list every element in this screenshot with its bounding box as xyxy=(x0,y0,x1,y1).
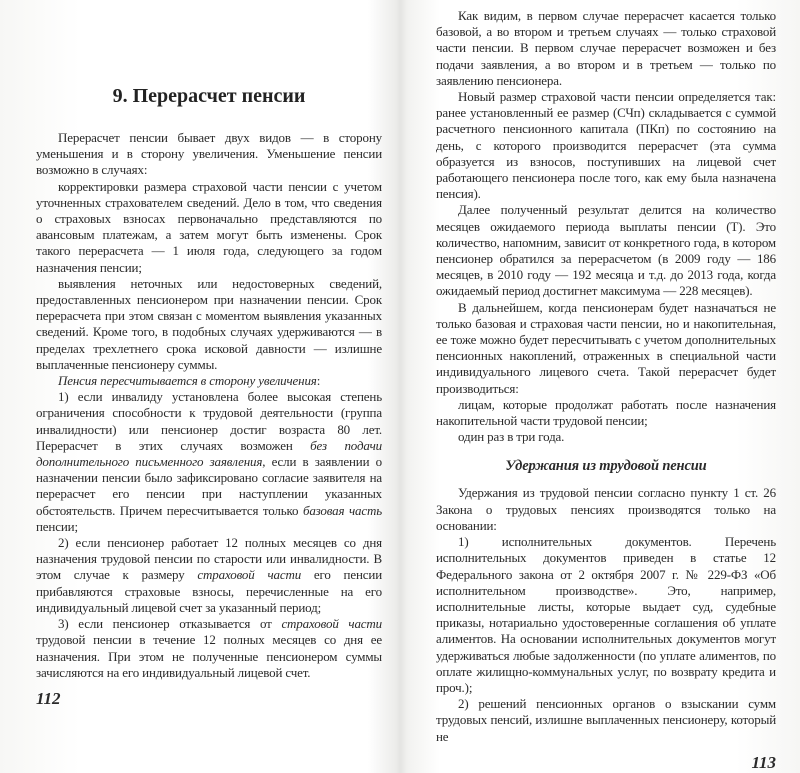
page-number: 113 xyxy=(751,752,776,772)
paragraph xyxy=(436,429,776,445)
text-run: лицам, которые продолжат работать после назначения накопительной части трудовой пенсии; xyxy=(436,396,776,429)
chapter-title: 9. Перерасчет пенсии xyxy=(112,85,306,107)
left-page xyxy=(36,0,382,773)
text-run: 1) исполнительных документов. Перечень исполнительных документов приведен в статье 12 Федерального закона от 2 октября 2007 г. № 229-ФЗ «Об исполнительном производстве». Это, например, исполнительные листы, которые выдает суд, судебные приказы, нотариально удостоверенные соглашения об уплате алиментов. На основании исполнительных документов могут удерживаться любые задолженности (по уплате алиментов, по оплате жилищно-коммунальных услуг, по возврату кредита и проч.); xyxy=(436,534,776,695)
paragraph xyxy=(436,8,776,89)
text-run: Как видим, в первом случае перерасчет касается только базовой, а во втором и третьем случаях — только страховой части пенсии. В первом случае перерасчет возможен и без подачи заявления, а во втором и в третьем — только по заявлению пенсионера. xyxy=(436,8,776,88)
italic-text: страховой части xyxy=(197,567,302,583)
text-run: 2) решений пенсионных органов о взыскании сумм трудовых пенсий, излишне выплаченных пенсионеру, который не xyxy=(436,696,776,744)
left-page-body xyxy=(36,130,382,681)
section-heading xyxy=(436,457,776,475)
paragraph xyxy=(436,300,776,397)
text-run: трудовой пенсии в течение 12 полных месяцев со дня ее назначения. При этом не полученные пенсионером суммы зачисляются на его индивидуальный лицевой счет. xyxy=(36,632,382,680)
italic-text: без подачи дополнительного письменного заявления xyxy=(36,437,382,470)
text-run: его пенсии прибавляются страховые взносы, перечисленные на его индивидуальный лицевой счет за указанный период; xyxy=(36,567,383,615)
paragraph xyxy=(36,276,382,373)
text-run: Перерасчет пенсии бывает двух видов — в сторону уменьшения и в сторону увеличения. Уменьшение пенсии возможно в случаях: xyxy=(36,130,382,178)
paragraph xyxy=(436,202,776,299)
text-run: выявления неточных или недостоверных сведений, предоставленных пенсионером при назначении пенсии. Срок перерасчета при этом связан с моментом выявления указанных сведений. Кроме того, в подобных случаях удерживаются — в пределах трехлетнего срока исковой давности — излишне выплаченные пенсионеру суммы. xyxy=(36,275,382,372)
text-run: В дальнейшем, когда пенсионерам будет назначаться не только базовая и страховая части пенсии, но и накопительная, ее тоже можно будет пересчитывать с учетом дополнительных пенсионных накоплений, отраженных в специальной части индивидуального лицевого счета. Такой перерасчет будет производиться: xyxy=(436,299,776,396)
italic-text: Пенсия пересчитывается в сторону увеличения xyxy=(58,373,317,389)
text-run: 1) если инвалиду установлена более высокая степень ограничения способности к трудовой деятельности (группа инвалидности) или пенсионер достиг возраста 80 лет. Перерасчет в этих случаях возможен xyxy=(36,389,382,453)
right-page-body xyxy=(436,8,776,745)
paragraph xyxy=(36,179,382,276)
paragraph xyxy=(436,534,776,696)
text-run: корректировки размера страховой части пенсии с учетом уточненных страхователем сведений. Дело в том, что сведения о страховых взносах первоначально представляются по авансовым платежам, а затем могут быть изменены. Срок такого перерасчета — 1 июля года, следующего за годом назначения пенсии; xyxy=(36,178,382,275)
italic-text: страховой части xyxy=(281,616,382,632)
text-run: Далее полученный результат делится на количество месяцев ожидаемого периода выплаты пенсии (Т). Это количество, напомним, зависит от конкретного года, в котором пенсионер обратился за перерасчетом (в 2009 году — 186 месяцев, в 2010 году — 192 месяца и т.д. до 2013 года, когда ожидаемый период достигнет максимума — 228 месяцев). xyxy=(436,202,776,299)
paragraph xyxy=(36,535,382,616)
text-run: Удержания из трудовой пенсии xyxy=(505,458,707,475)
text-run: 2) если пенсионер работает 12 полных месяцев со дня назначения трудовой пенсии по старости или инвалидности. В этом случае к размеру xyxy=(36,535,382,583)
italic-text: базовая часть xyxy=(302,502,382,518)
paragraph xyxy=(36,130,382,179)
text-run: 3) если пенсионер отказывается от xyxy=(58,616,282,632)
paragraph xyxy=(36,373,382,389)
paragraph xyxy=(436,397,776,429)
paragraph xyxy=(436,485,776,534)
paragraph xyxy=(436,696,776,745)
text-run: , если в заявлении о назначении пенсии было зафиксировано согласие заявителя на перерасчет его пенсии при наступлении указанных обстоятельств. Причем пересчитывается только xyxy=(36,454,382,518)
paragraph xyxy=(36,389,382,535)
paragraph xyxy=(436,89,776,202)
page-number: 112 xyxy=(36,688,61,708)
right-page xyxy=(436,0,776,773)
text-run: один раз в три года. xyxy=(458,429,565,445)
paragraph xyxy=(36,616,382,681)
text-run: : xyxy=(316,373,321,389)
text-run: Новый размер страховой части пенсии определяется так: ранее установленный ее размер (СЧп) складывается с суммой расчетного пенсионного капитала (ПКп) по состоянию на день, с которого производится перерасчет (эта сумма образуется из взносов, поступивших на лицевой счет работающего пенсионера после того, как ему была назначена пенсия). xyxy=(436,89,776,202)
text-run: Удержания из трудовой пенсии согласно пункту 1 ст. 26 Закона о трудовых пенсиях производятся только на основании: xyxy=(436,485,776,533)
text-run: пенсии; xyxy=(36,518,78,534)
